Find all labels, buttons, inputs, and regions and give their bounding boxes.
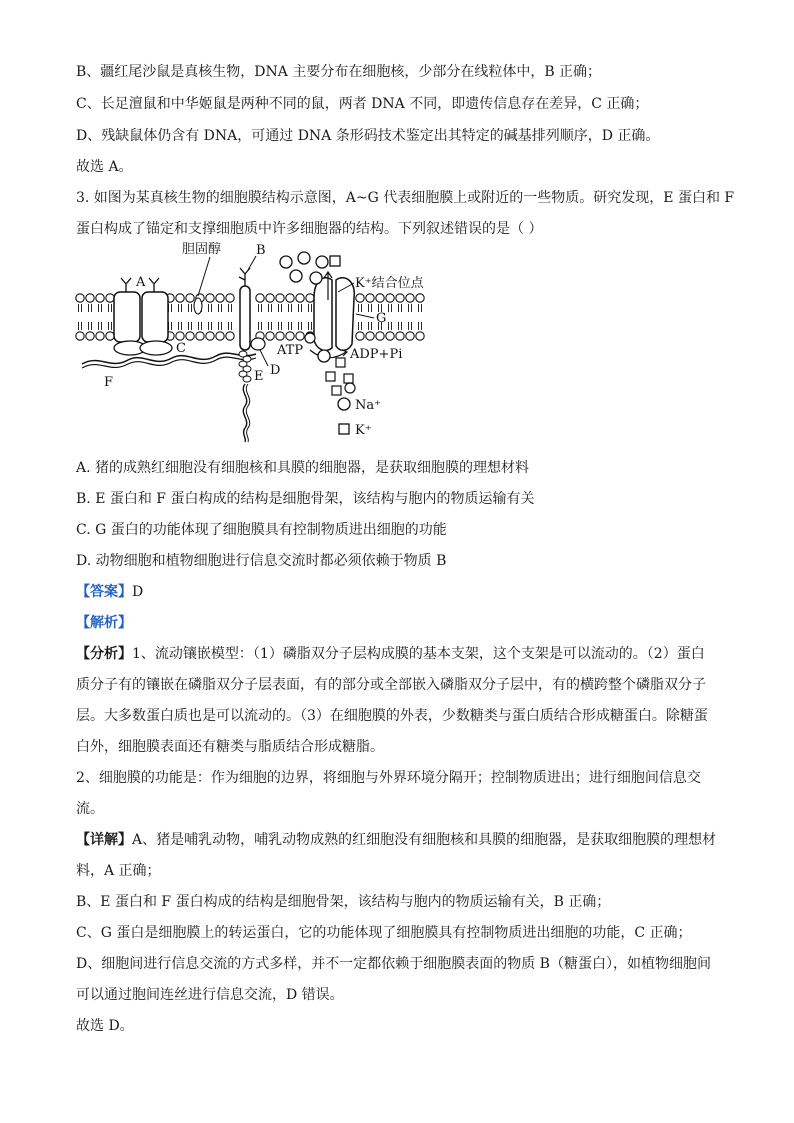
detail-a-line1 bbox=[76, 830, 716, 850]
label-cholesterol: 胆固醇 bbox=[182, 242, 222, 257]
prev-option-b: B、疆红尾沙鼠是真核生物，DNA 主要分布在细胞核，少部分在线粒体中，B 正确； bbox=[76, 64, 602, 80]
option-b: B. E 蛋白和 F 蛋白构成的结构是细胞骨架，该结构与胞内的物质运输有关 bbox=[76, 491, 535, 507]
label-f: F bbox=[104, 375, 114, 390]
legend-na-label: Na⁺ bbox=[355, 398, 381, 413]
label-adp: ADP+Pi bbox=[350, 347, 403, 362]
label-a: A bbox=[136, 275, 146, 290]
option-c: C. G 蛋白的功能体现了细胞膜具有控制物质进出细胞的功能 bbox=[76, 522, 447, 538]
analysis-tag-text: 【解析】 bbox=[76, 615, 132, 631]
protein-g bbox=[314, 278, 354, 351]
label-g: G bbox=[376, 311, 387, 326]
label-e: E bbox=[254, 369, 264, 384]
xiangjie-tag: 【详解】 bbox=[76, 832, 132, 848]
answer-tag: 【答案】 bbox=[76, 584, 132, 600]
option-a: A. 猪的成熟红细胞没有细胞核和具膜的细胞器，是获取细胞膜的理想材料 bbox=[76, 460, 530, 476]
detail-a-line2: 料，A 正确； bbox=[76, 863, 161, 879]
detail-b: B、E 蛋白和 F 蛋白构成的结构是细胞骨架，该结构与胞内的物质运输有关，B 正确； bbox=[76, 894, 611, 910]
prev-option-c: C、长足澶鼠和中华姬鼠是两种不同的鼠，两者 DNA 不同，即遗传信息存在差异，C 正确； bbox=[76, 96, 649, 112]
answer-value: D bbox=[132, 584, 144, 600]
analysis-p1-line1 bbox=[76, 644, 705, 664]
detail-d-line2: 可以通过胞间连丝进行信息交流，D 错误。 bbox=[76, 987, 344, 1003]
analysis-tag bbox=[76, 613, 132, 633]
label-b: B bbox=[256, 243, 266, 258]
detail-d-line1: D、细胞间进行信息交流的方式多样，并不一定都依赖于细胞膜表面的物质 B（糖蛋白），如植物细胞间 bbox=[76, 956, 711, 972]
label-c: C bbox=[176, 341, 186, 356]
detail-c: C、G 蛋白是细胞膜上的转运蛋白，它的功能体现了细胞膜具有控制物质进出细胞的功能，C 正确； bbox=[76, 925, 692, 941]
detail-a-text1: A、猪是哺乳动物，哺乳动物成熟的红细胞没有细胞核和具膜的细胞器，是获取细胞膜的理想材 bbox=[132, 832, 717, 848]
protein-b bbox=[239, 268, 250, 350]
label-k-site: K⁺结合位点 bbox=[355, 276, 424, 291]
prev-answer-choice: 故选 A。 bbox=[76, 159, 133, 175]
analysis-p1-line4: 白外，细胞膜表面还有糖类与脂质结合形成糖脂。 bbox=[76, 739, 384, 755]
option-d: D. 动物细胞和植物细胞进行信息交流时都必须依赖于物质 B bbox=[76, 553, 447, 569]
prev-option-d: D、残缺鼠体仍含有 DNA，可通过 DNA 条形码技术鉴定出其特定的碱基排列顺序，D 正确。 bbox=[76, 128, 660, 144]
legend bbox=[338, 398, 381, 438]
label-d: D bbox=[270, 363, 281, 378]
cell-membrane-diagram bbox=[70, 240, 430, 445]
legend-k-label: K⁺ bbox=[355, 423, 372, 438]
fenxi-tag: 【分析】 bbox=[76, 646, 132, 662]
answer-line bbox=[76, 582, 143, 602]
analysis-p2-line2: 流。 bbox=[76, 801, 104, 817]
final-choice: 故选 D。 bbox=[76, 1018, 134, 1034]
protein-e bbox=[239, 351, 251, 442]
protein-f bbox=[82, 353, 256, 364]
question-stem-line2: 蛋白构成了锚定和支撑细胞质中许多细胞器的结构。下列叙述错误的是（ ） bbox=[76, 221, 543, 237]
label-atp: ATP bbox=[277, 343, 304, 358]
analysis-p1-text1: 1、流动镶嵌模型：（1）磷脂双分子层构成膜的基本支架，这个支架是可以流动的。（2）蛋白 bbox=[132, 646, 705, 662]
analysis-p1-line2: 质分子有的镶嵌在磷脂双分子层表面，有的部分或全部嵌入磷脂双分子层中，有的横跨整个磷脂双分子 bbox=[76, 677, 706, 693]
question-stem-line1: 3. 如图为某真核生物的细胞膜结构示意图，A~G 代表细胞膜上或附近的一些物质。研究发现，E 蛋白和 F bbox=[76, 190, 735, 206]
analysis-p2-line1: 2、细胞膜的功能是：作为细胞的边界，将细胞与外界环境分隔开；控制物质进出；进行细胞间信息交 bbox=[76, 770, 701, 786]
analysis-p1-line3: 层。大多数蛋白质也是可以流动的。（3）在细胞膜的外表，少数糖类与蛋白质结合形成糖蛋白。除糖蛋 bbox=[76, 708, 708, 724]
protein-d bbox=[251, 338, 265, 350]
